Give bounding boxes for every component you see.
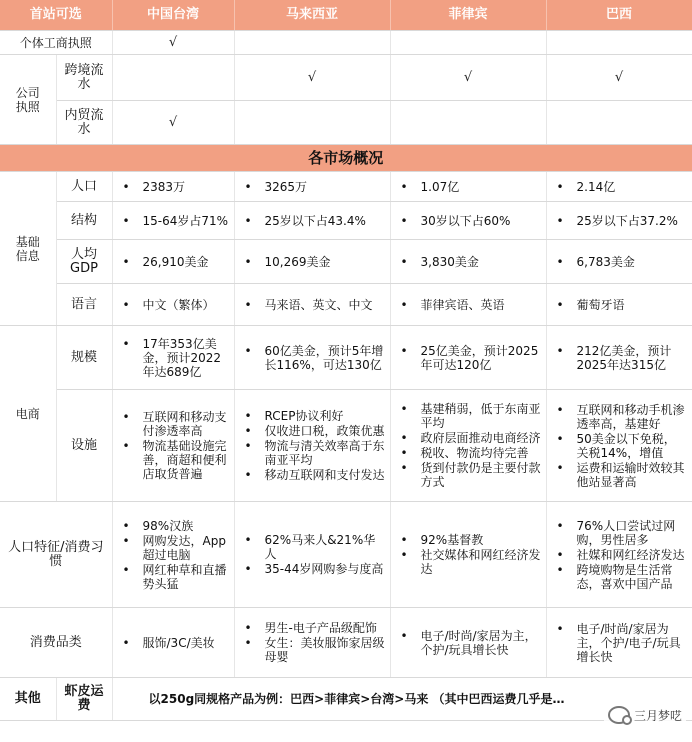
ph-habit-item: • 社交媒体和网红经济发达: [395, 548, 542, 576]
tw-habit-item: • 98%汉族: [117, 519, 230, 533]
check-br-cross-border: √: [546, 55, 692, 101]
label-infra: 设施: [56, 390, 112, 502]
br-habit-item: • 跨境购物是生活常态，喜欢中国产品: [551, 563, 688, 591]
label-cross-border: 跨境流水: [56, 55, 112, 101]
label-scale: 规模: [56, 326, 112, 390]
tw-infra-item: • 物流基础设施完善，商超和便利店取货普遍: [117, 439, 230, 481]
br-scale: • 212亿美金，预计2025年达315亿: [551, 344, 688, 372]
label-shipping: 虾皮运费: [56, 678, 112, 721]
row-other: [0, 678, 692, 721]
row-category: [0, 608, 692, 678]
tw-language: • 中文（繁体）: [117, 298, 230, 312]
tw-structure: • 15-64岁占71%: [117, 214, 230, 228]
br-gdp: • 6,783美金: [551, 255, 688, 269]
ph-scale: • 25亿美金，预计2025年可达120亿: [395, 344, 542, 372]
br-category-item: • 电子/时尚/家居为主，个护/电子/玩具增长快: [551, 622, 688, 664]
row-scale: [0, 326, 692, 390]
my-scale: • 60亿美金，预计5年增长116%，可达130亿: [239, 344, 386, 372]
br-infra-item: • 运费和运输时效较其他站显著高: [551, 461, 688, 489]
tw-population: • 2383万: [117, 180, 230, 194]
my-infra-item: • 仅收进口税，政策优惠: [239, 424, 386, 438]
label-language: 语言: [56, 284, 112, 326]
check-tw-domestic: √: [112, 101, 234, 145]
tw-habit-item: • 网红种草和直播势头猛: [117, 563, 230, 591]
header-first-station: 首站可选: [0, 0, 112, 31]
ph-infra-item: • 税收、物流均待完善: [395, 446, 542, 460]
label-ecommerce: 电商: [0, 326, 56, 502]
tw-category: • 服饰/3C/美妆: [117, 636, 230, 650]
watermark: [604, 704, 686, 726]
row-infra: [0, 390, 692, 502]
wechat-logo-icon: [608, 706, 630, 724]
label-gdp: 人均GDP: [56, 240, 112, 284]
label-other: 其他: [0, 678, 56, 721]
header-row: [0, 0, 692, 31]
ph-structure: • 30岁以下占60%: [395, 214, 542, 228]
row-gdp: [0, 240, 692, 284]
tw-infra-item: • 互联网和移动支付渗透率高: [117, 410, 230, 438]
ph-infra-item: • 政府层面推动电商经济: [395, 431, 542, 445]
my-gdp: • 10,269美金: [239, 255, 386, 269]
shipping-comparison: 以250g同规格产品为例：巴西>菲律宾>台湾>马来 （其中巴西运费几乎是…: [112, 678, 692, 721]
br-population: • 2.14亿: [551, 180, 688, 194]
ph-population: • 1.07亿: [395, 180, 542, 194]
tw-habit-item: • 网购发达，App超过电脑: [117, 534, 230, 562]
label-structure: 结构: [56, 202, 112, 240]
row-language: [0, 284, 692, 326]
ph-infra-item: • 基建稍弱，低于东南亚平均: [395, 402, 542, 430]
ph-category-item: • 电子/时尚/家居为主，个护/玩具增长快: [395, 629, 542, 657]
my-habit-item: • 35-44岁网购参与度高: [239, 562, 386, 576]
row-structure: [0, 202, 692, 240]
header-taiwan: 中国台湾: [112, 0, 234, 31]
section-title: 各市场概况: [0, 145, 692, 172]
br-language: • 葡萄牙语: [551, 298, 688, 312]
row-individual-license: [0, 31, 692, 55]
header-brazil: 巴西: [546, 0, 692, 31]
my-language: • 马来语、英文、中文: [239, 298, 386, 312]
my-structure: • 25岁以下占43.4%: [239, 214, 386, 228]
label-habits: 人口特征/消费习惯: [0, 502, 112, 608]
row-habits: [0, 502, 692, 608]
tw-scale: • 17年353亿美金，预计2022年达689亿: [117, 337, 230, 379]
row-cross-border: [0, 55, 692, 101]
header-malaysia: 马来西亚: [234, 0, 390, 31]
label-population: 人口: [56, 172, 112, 202]
ph-habit-item: • 92%基督教: [395, 533, 542, 547]
check-tw-individual: √: [112, 31, 234, 55]
label-company-license: 公司执照: [0, 55, 56, 145]
label-domestic: 内贸流水: [56, 101, 112, 145]
header-philippines: 菲律宾: [390, 0, 546, 31]
my-infra-item: • 物流与清关效率高于东南亚平均: [239, 439, 386, 467]
my-population: • 3265万: [239, 180, 386, 194]
my-habit-item: • 62%马来人&21%华人: [239, 533, 386, 561]
section-title-row: [0, 145, 692, 172]
watermark-text: 三月梦呓: [633, 708, 682, 723]
my-category-item: • 男生-电子产品级配饰: [239, 621, 386, 635]
ph-language: • 菲律宾语、英语: [395, 298, 542, 312]
check-ph-cross-border: √: [390, 55, 546, 101]
label-category: 消费品类: [0, 608, 112, 678]
my-category-item: • 女生：美妆服饰家居级母婴: [239, 636, 386, 664]
my-infra-item: • RCEP协议利好: [239, 409, 386, 423]
label-individual-license: 个体工商执照: [0, 31, 112, 55]
br-infra-item: • 互联网和移动手机渗透率高，基建好: [551, 403, 688, 431]
tw-gdp: • 26,910美金: [117, 255, 230, 269]
row-population: [0, 172, 692, 202]
row-domestic: [0, 101, 692, 145]
br-infra-item: • 50美金以下免税，关税14%，增值: [551, 432, 688, 460]
ph-gdp: • 3,830美金: [395, 255, 542, 269]
br-habit-item: • 社媒和网红经济发达: [551, 548, 688, 562]
br-habit-item: • 76%人口尝试过网购，男性居多: [551, 519, 688, 547]
br-structure: • 25岁以下占37.2%: [551, 214, 688, 228]
my-infra-item: • 移动互联网和支付发达: [239, 468, 386, 482]
label-basic-info: 基础信息: [0, 172, 56, 326]
check-my-cross-border: √: [234, 55, 390, 101]
ph-infra-item: • 货到付款仍是主要付款方式: [395, 461, 542, 489]
